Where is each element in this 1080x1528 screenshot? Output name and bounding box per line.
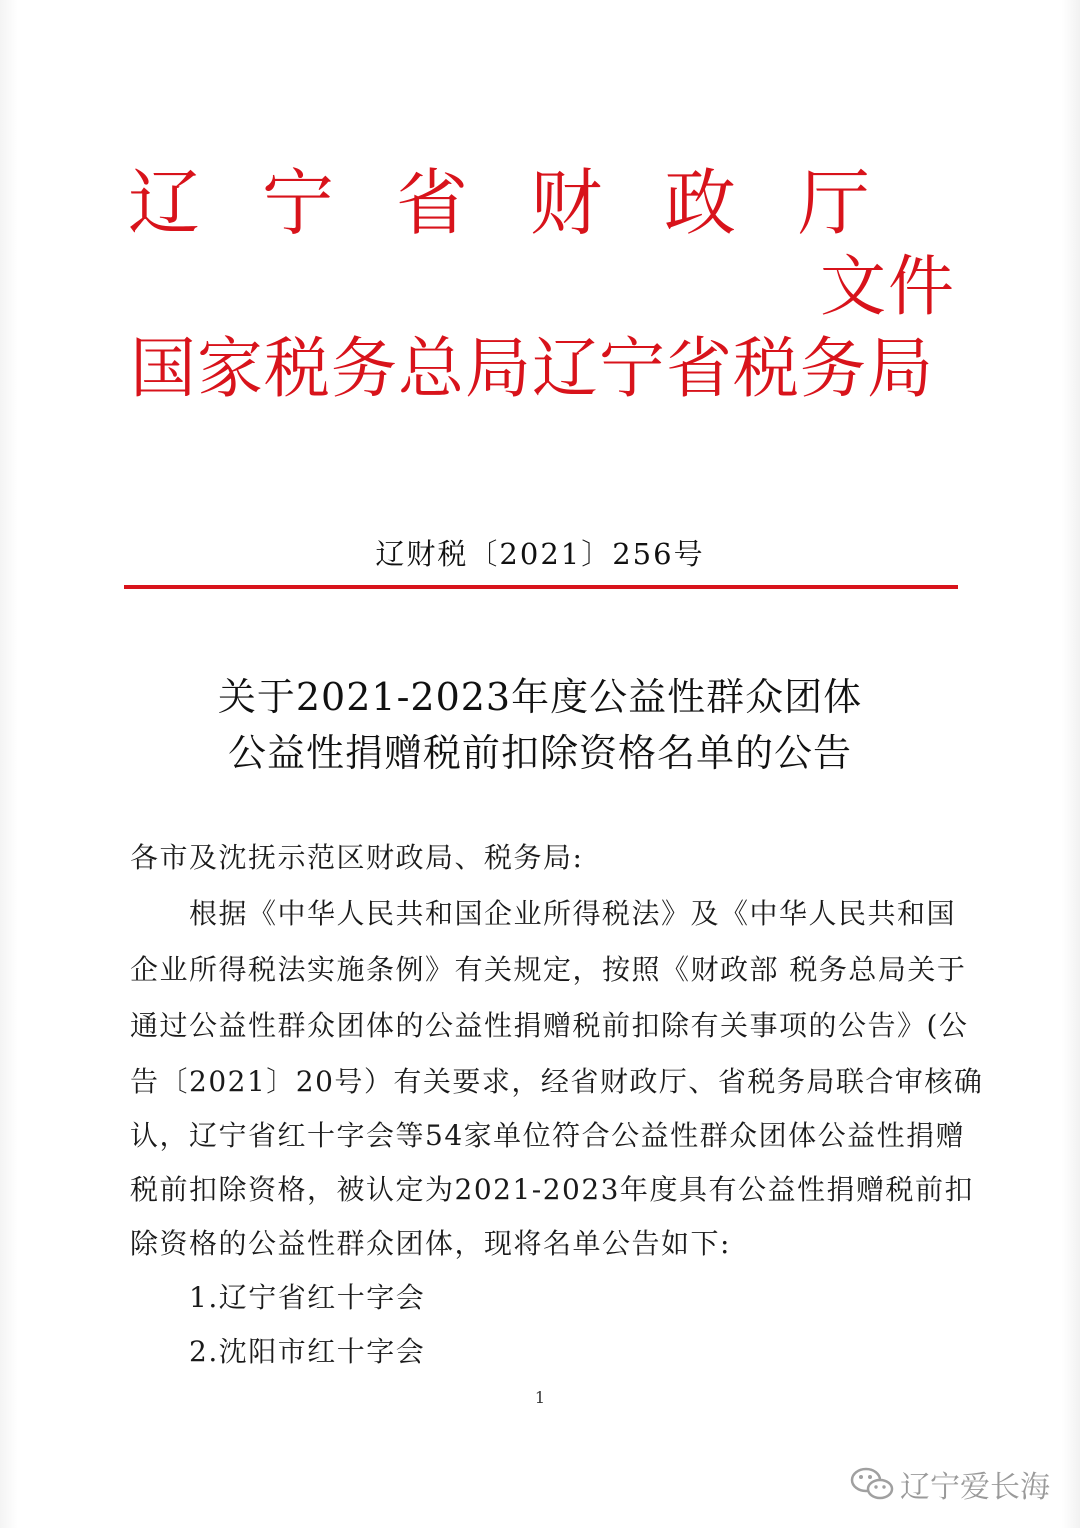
page-number: 1 bbox=[534, 1388, 546, 1407]
watermark-text: 辽宁爱长海 bbox=[900, 1470, 1050, 1505]
watermark bbox=[850, 1462, 1050, 1506]
body-line: 根据《中华人民共和国企业所得税法》及《中华人民共和国 bbox=[130, 897, 957, 930]
body-line: 告〔2021〕20号）有关要求，经省财政厅、省税务局联合审核确 bbox=[130, 1065, 984, 1098]
issuer-line-tax-bureau: 国家税务总局辽宁省税务局 bbox=[130, 330, 934, 407]
body-line: 通过公益性群众团体的公益性捐赠税前扣除有关事项的公告》(公 bbox=[130, 1009, 969, 1042]
document-title-line-2: 公益性捐赠税前扣除资格名单的公告 bbox=[227, 731, 852, 775]
red-divider bbox=[124, 585, 958, 589]
body-line: 企业所得税法实施条例》有关规定，按照《财政部 税务总局关于 bbox=[130, 953, 967, 986]
body-line: 除资格的公益性群众团体，现将名单公告如下: bbox=[130, 1227, 731, 1260]
list-item: 2.沈阳市红十字会 bbox=[130, 1335, 426, 1368]
list-item: 1.辽宁省红十字会 bbox=[130, 1281, 426, 1314]
document-title-line-1: 关于2021-2023年度公益性群众团体 bbox=[217, 675, 863, 719]
issuer-line-document: 文件 bbox=[820, 248, 956, 325]
wechat-icon bbox=[850, 1466, 894, 1502]
body-line: 税前扣除资格，被认定为2021-2023年度具有公益性捐赠税前扣 bbox=[130, 1173, 974, 1206]
document-number: 辽财税〔2021〕256号 bbox=[375, 537, 705, 571]
issuer-line-finance-dept: 辽宁省财政厅 bbox=[128, 161, 933, 245]
body-line: 认，辽宁省红十字会等54家单位符合公益性群众团体公益性捐赠 bbox=[130, 1119, 966, 1152]
body-line: 各市及沈抚示范区财政局、税务局: bbox=[130, 841, 584, 874]
